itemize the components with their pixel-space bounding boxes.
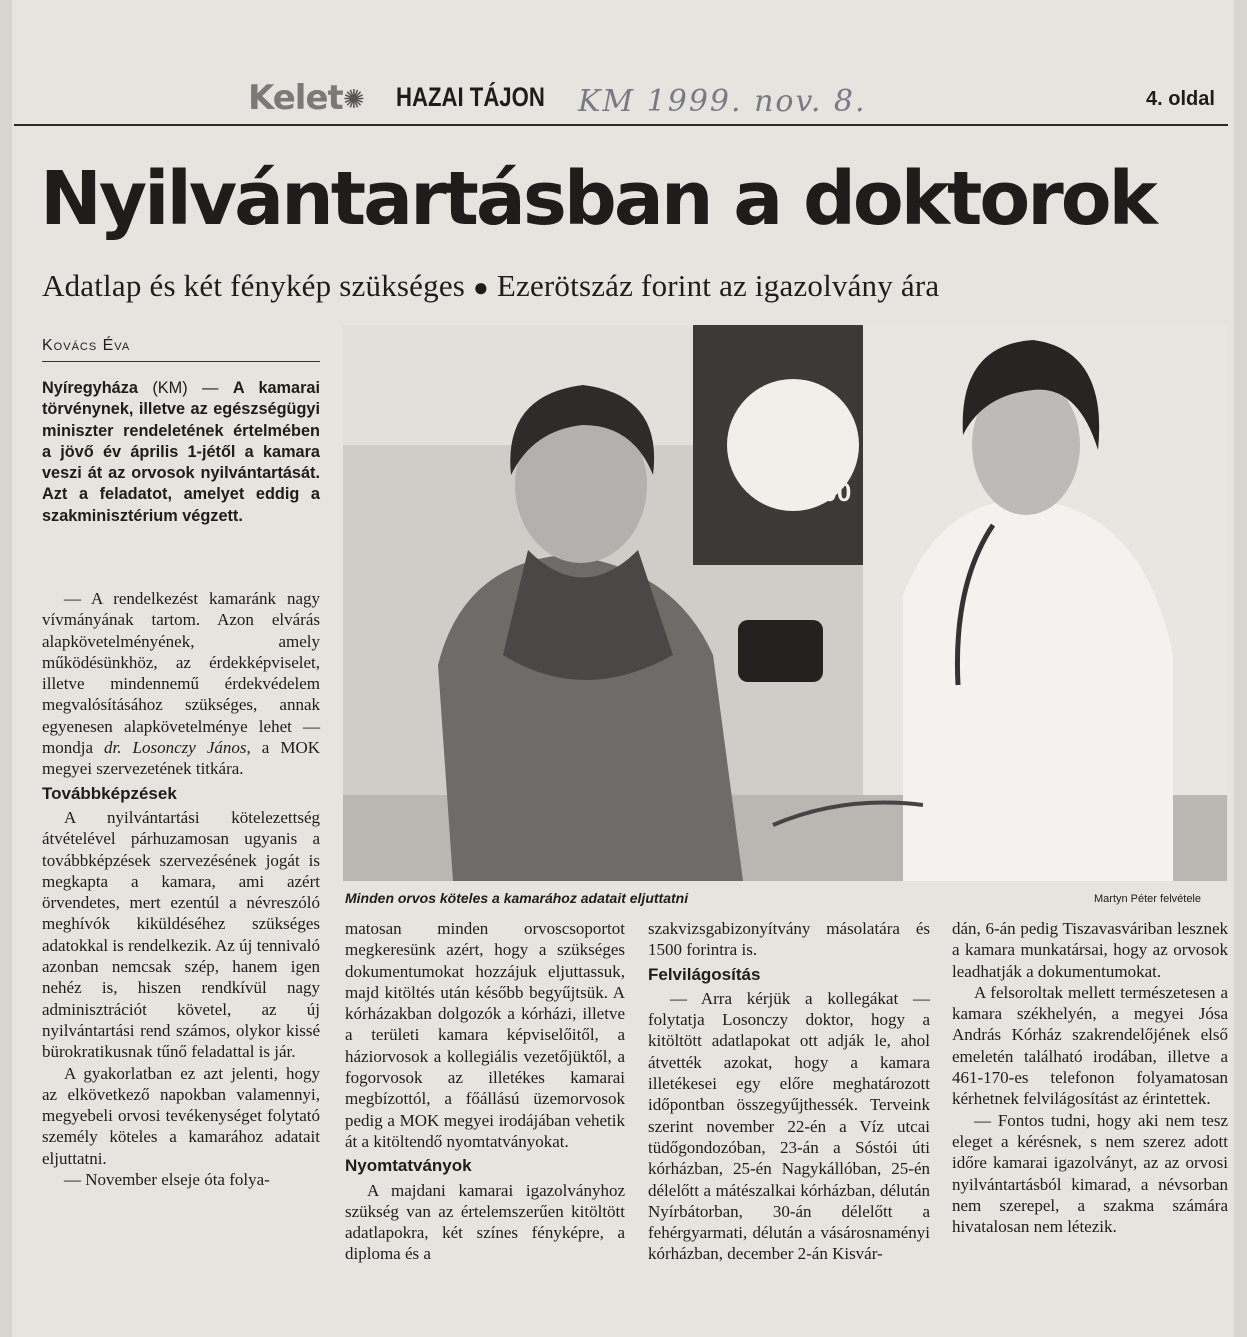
paragraph: matosan minden orvoscsoportot megkeresünk azért, hogy a szükséges dokumentumokat hozzájuk eljuttassuk, majd kitöltés után később begyűjtsük. A kórházakban dolgozók a kórházi, illetve a területi kamara képviselőitől, a háziorvosok a kollegiális vezetőjüktől, a fogorvosok az illetékes kamarai megbízottól, a főállású üzemorvosok pedig a MOK megyei irodájában vehetik át a kitöltendő nyomtatványokat. [345, 919, 625, 1151]
article-photo [343, 325, 1227, 881]
paragraph: — Arra kérjük a kollegákat — folytatja Losonczy doktor, hogy a kitöltött adatlapokat ott adják le, ahol átvették azokat, hogy a kamara illetékesei egy előre meghatározott időpontban összegyűjthessék. Terveink szerint november 22-én a Víz utcai tüdőgondozóban, 23-án a Sóstói úti kórházban, 25-én Nagykállóban, 25-én délelőtt a mátészalkai kórházban, délután Nyírbátorban, 30-án délelőtt a fehérgyarmati, délután a vásárosnaményi kórházban, december 2-án Kisvár- [648, 988, 930, 1264]
section-title: HAZAI TÁJON [396, 82, 545, 112]
blood-pressure-cuff [738, 620, 823, 682]
text-run: , a MOK megyei szervezetének titkára. [42, 738, 320, 779]
text-run: — A rendelkezést kamaránk nagy vívmányának tartom. Azon elvárás alapkövetelményének, amely működésünkhöz, az érdekképviselet, illetve mindennemű érdekvédelem megvalósításához szükséges, annak egyenesen alapkövetelménye lehet — mondja [42, 589, 320, 758]
lead-place: Nyíregyháza [42, 379, 138, 397]
newspaper-logo: Kelet [248, 78, 343, 118]
paragraph: — Fontos tudni, hogy aki nem tesz eleget a kérésnek, s nem szerez adott időre kamarai igazolványt, az az orvosi nyilvántartásból kimarad, a névsorban nem szerepel, a szakma számára hivatalosan nem létezik. [952, 1110, 1228, 1237]
subheading-nyomtatvanyok: Nyomtatványok [345, 1156, 472, 1176]
subheading-felvilagositas: Felvilágosítás [648, 964, 761, 984]
paragraph: szakvizsgabizonyítvány másolatára és 1500 forintra is. [648, 919, 930, 960]
lead-source: (KM) — [137, 379, 233, 397]
article-column-3 [648, 918, 930, 1265]
paragraph: A majdani kamarai igazolványhoz szükség van az értelemszerűen kitöltött adatlapokra, két színes fényképre, a diploma és a [345, 1180, 625, 1264]
article-column-2 [345, 918, 625, 1265]
paragraph: A nyilvántartási kötelezettség átvételével párhuzamosan ugyanis a továbbképzések szervezésének jogát is megkapta a kamara, ami azért örvendetes, mert ezentúl a névreszóló meghívók kiküldéséhez szükséges adatokkal is rendelkezik. Az új tennivaló azonban nemcsak szép, hanem igen nehéz is, hiszen rendkívül nagy adminisztrációt követel, az új nyilvántartási rend számos, olykor kissé bürokratikusnak tűnő feladattal is jár. [42, 807, 320, 1062]
paragraph: A gyakorlatban ez azt jelenti, hogy az elkövetkező napokban valamennyi, megyebeli orvosi tevékenységet folytató személy köteles a kamarához adatait eljuttatni. [42, 1063, 320, 1168]
logo-emblem-icon: ✺ [343, 85, 365, 114]
quoted-person: dr. Losonczy János [104, 738, 247, 758]
paragraph: — November elseje óta folya- [64, 1170, 270, 1190]
doctor-coat [903, 500, 1173, 881]
paragraph: A felsoroltak mellett természetesen a kamara székhelyén, a megyei Jósa András Kórház szakrendelőjének első emeletén található irodában, illetve a 461-170-es telefonon folyamatosan kérhetnek felvilágosítást az érintettek. [952, 982, 1228, 1109]
photo-credit: Martyn Péter felvétele [1094, 893, 1201, 905]
paragraph [42, 588, 320, 780]
bullet-icon: ● [473, 273, 489, 302]
photo-illustration [343, 325, 1227, 881]
article-column-1 [42, 588, 320, 1190]
article-column-4 [952, 918, 1228, 1237]
subhead-part-2: Ezerötszáz forint az igazolvány ára [496, 268, 940, 303]
page-number: 4. oldal [1146, 88, 1215, 110]
subhead-part-1: Adatlap és két fénykép szükséges [42, 268, 466, 303]
header-rule [14, 124, 1228, 126]
handwritten-date-note: KM 1999. nov. 8. [578, 84, 867, 119]
poster-number: 10000 [779, 477, 852, 507]
byline-rule [42, 361, 320, 362]
lead-text: A kamarai törvénynek, illetve az egészségügyi miniszter rendeletének értelmében a jövő év április 1-jétől a kamara veszi át az orvosok nyilvántartását. Azt a feladatot, amelyet eddig a szakminisztérium végzett. [42, 379, 321, 525]
article-lead [42, 378, 320, 527]
article-headline: Nyilvántartásban a doktorok [40, 156, 1155, 242]
subheading-tovabbkepzesek: Továbbképzések [42, 783, 177, 803]
article-subhead [42, 268, 939, 304]
paragraph: dán, 6-án pedig Tiszavasváriban lesznek a kamara munkatársai, hogy az orvosok leadhatják a dokumentumokat. [952, 919, 1228, 981]
photo-caption: Minden orvos köteles a kamarához adatait eljuttatni [345, 890, 689, 906]
author-byline: Kovács Éva [42, 337, 131, 354]
